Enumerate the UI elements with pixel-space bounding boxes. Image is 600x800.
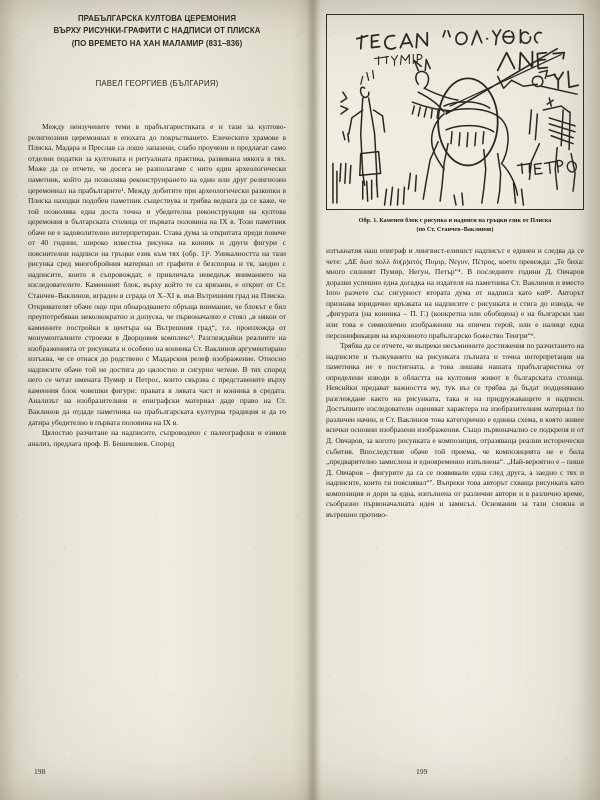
paragraph: изтъкнатия наш епиграф и лингвист-елинист надписът е единен и следва да се чете: „ΔΕ δωσ πολλ δυ(ρ)ατός Πυμιρ, Νεγυν, Πέτρος, което превежда: „Те биха: много силният Пумир, Негун, Петър“⁴. В последните години Д. Овчаров доразви успешно една догадка на издателя на паметника Ст. Ваклинов и вместо Ισου разчете със сигурност втората дума от надписа като καθ⁵. Авторът признава юридично връзката на надписите с рисунката и стига до извода, че „фигурата (на конника – П. Г.) (конкретна или обобщена) е на български хан или това е символично изображение на епичен герой, или е налице една персонификация на върховното прабългарско божество Тенгри“⁶. [326, 246, 584, 340]
page-number-left: 198 [34, 767, 46, 776]
graffito-line-drawing [327, 15, 583, 209]
caption-line-2: (по Ст. Станчев–Ваклинов) [416, 225, 494, 233]
title-line-1: ПРАБЪЛГАРСКА КУЛТОВА ЦЕРЕМОНИЯ [77, 13, 237, 23]
right-body-text [326, 246, 584, 520]
caption-line-1: Обр. 1. Каменен блок с рисунка и надписи на гръцки език от Плиска [358, 217, 552, 224]
figure-stone-block-graffito [326, 14, 584, 210]
title-line-3: (ПО ВРЕМЕТО НА ХАН МАЛАМИР (831–836) [71, 37, 243, 48]
paragraph: Цялостно разчитане на надписите, съпроводено с палеографски и езиков анализ, предлага проф. В. Бешевлиев. Според [28, 428, 286, 448]
right-page [312, 0, 600, 800]
paragraph: Между неизучените теми в прабългаристиката е и тази за култово-религиозния церемониал в епохата до покръстването. Езическите храмове в Плиска, Мадара и Преслав са лошо запазени, слабо проучени и предлагат само отделни податки за култовата и ритуалната практика, развивана някога в тях. Може да се отчете, че досега не разполагаме с нито един археологически паметник, който да позволява реконструирането на един или друг религиозен церемониал на прабългарите¹. Между добитите при археологически разкопки в Плиска находки подобен паметник съществува и трябва веднага да се каже, че той позволява една доста точна и убедителна реконструкция на култова церемония в българската столица от първата половина на IX в. Този паметник обаче не е задоволително интерпретиран. Става дума за откритата преди повече от 40 години, широко известна рисунка на конник и други фигури с пояснителни надписи на гръцки език към тях (обр. 1)². Уникалността на тази рисунка сред многобройния материал от графити е безспорна и тя, заедно с надписите, които я съпровождат, е привличала неведнъж вниманието на изследователите. Каменният блок, върху който те са врязани, е открит от Ст. Станчев–Ваклинов, вграден в сграда от X–XI в. във Вътрешния град на Плиска. Откривателят обаче още при обнародването обръща внимание, че блокът е бил преупотребяван неколкократно и допуска, че първоначално е стоял „в някои от каменните постройки в центъра на Вътрешния град“, т.е. произхожда от монументалните строежи в Дворцовия комплекс³. Разглеждайки реалиите на изображенията от рисунката и особено на конника Ст. Ваклинов аргументирано изтъква, че се отнася до родствено с Мадарския релеф изображение. Относно надписите обаче той не достига до цялостно и сигурно четене. В тях според него се четат имената Пумир и Петрос, които свързва с представените върху каменния блок човешки фигури: правата в лявата част и конника в средата. Анализът на изобразителния и епиграфски материал даде право на Ст. Ваклинов да отдаде паметника на прабългарската културна традиция и да го датира убедително в първата половина на IX в. [28, 122, 286, 427]
title-line-2: ВЪРХУ РИСУНКИ-ГРАФИТИ С НАДПИСИ ОТ ПЛИСКА [53, 25, 261, 36]
left-body-text [28, 122, 286, 449]
figure-caption [326, 217, 584, 234]
author-byline: ПАВЕЛ ГЕОРГИЕВ (БЪЛГАРИЯ) [95, 79, 219, 89]
page-title [37, 12, 277, 49]
page-number-right: 199 [416, 767, 428, 776]
paragraph: Трябва да се отчете, че въпреки несъмнените достижения по разчитането на надписите и тълкуването на рисунката пълната и точна интерпретация на паметника не е постигната, а това лишава нашата прабългаристика от определени изводи в областта на култовия живот в българската столица. Неяснйки предават важността му, тук въз се трябва да бъдат подценявано разглеждане както на рисунката, така и на придружаващите я надписи. Достъпните изследователи оценяват характера на изобразителния материал по различен начин, и Ст. Ваклинов това категорично е единна схема, в която живее всички основни изобразени изображения. Също първоначално се подкрепя и от Д. Овчаров, за когото рисунката е композиция, отразяваща реални исторически събития. Впоследствие обаче той приема, че композицията не е била „предварително замислена и едновременно изпълнена“. „Най-вероятно е – пише Д. Овчаров – фигурите да са се появявали една след друга, а заедно с тях и надписите, които ги пояснявал“⁷. Въпреки това авторът схваща рисунката като композиция и дори за една, изпълнена от различни автори и в различно време, съобразно първоначалната идея и замисъл. Основания за тази сложна и вътрешно противо- [326, 341, 584, 519]
